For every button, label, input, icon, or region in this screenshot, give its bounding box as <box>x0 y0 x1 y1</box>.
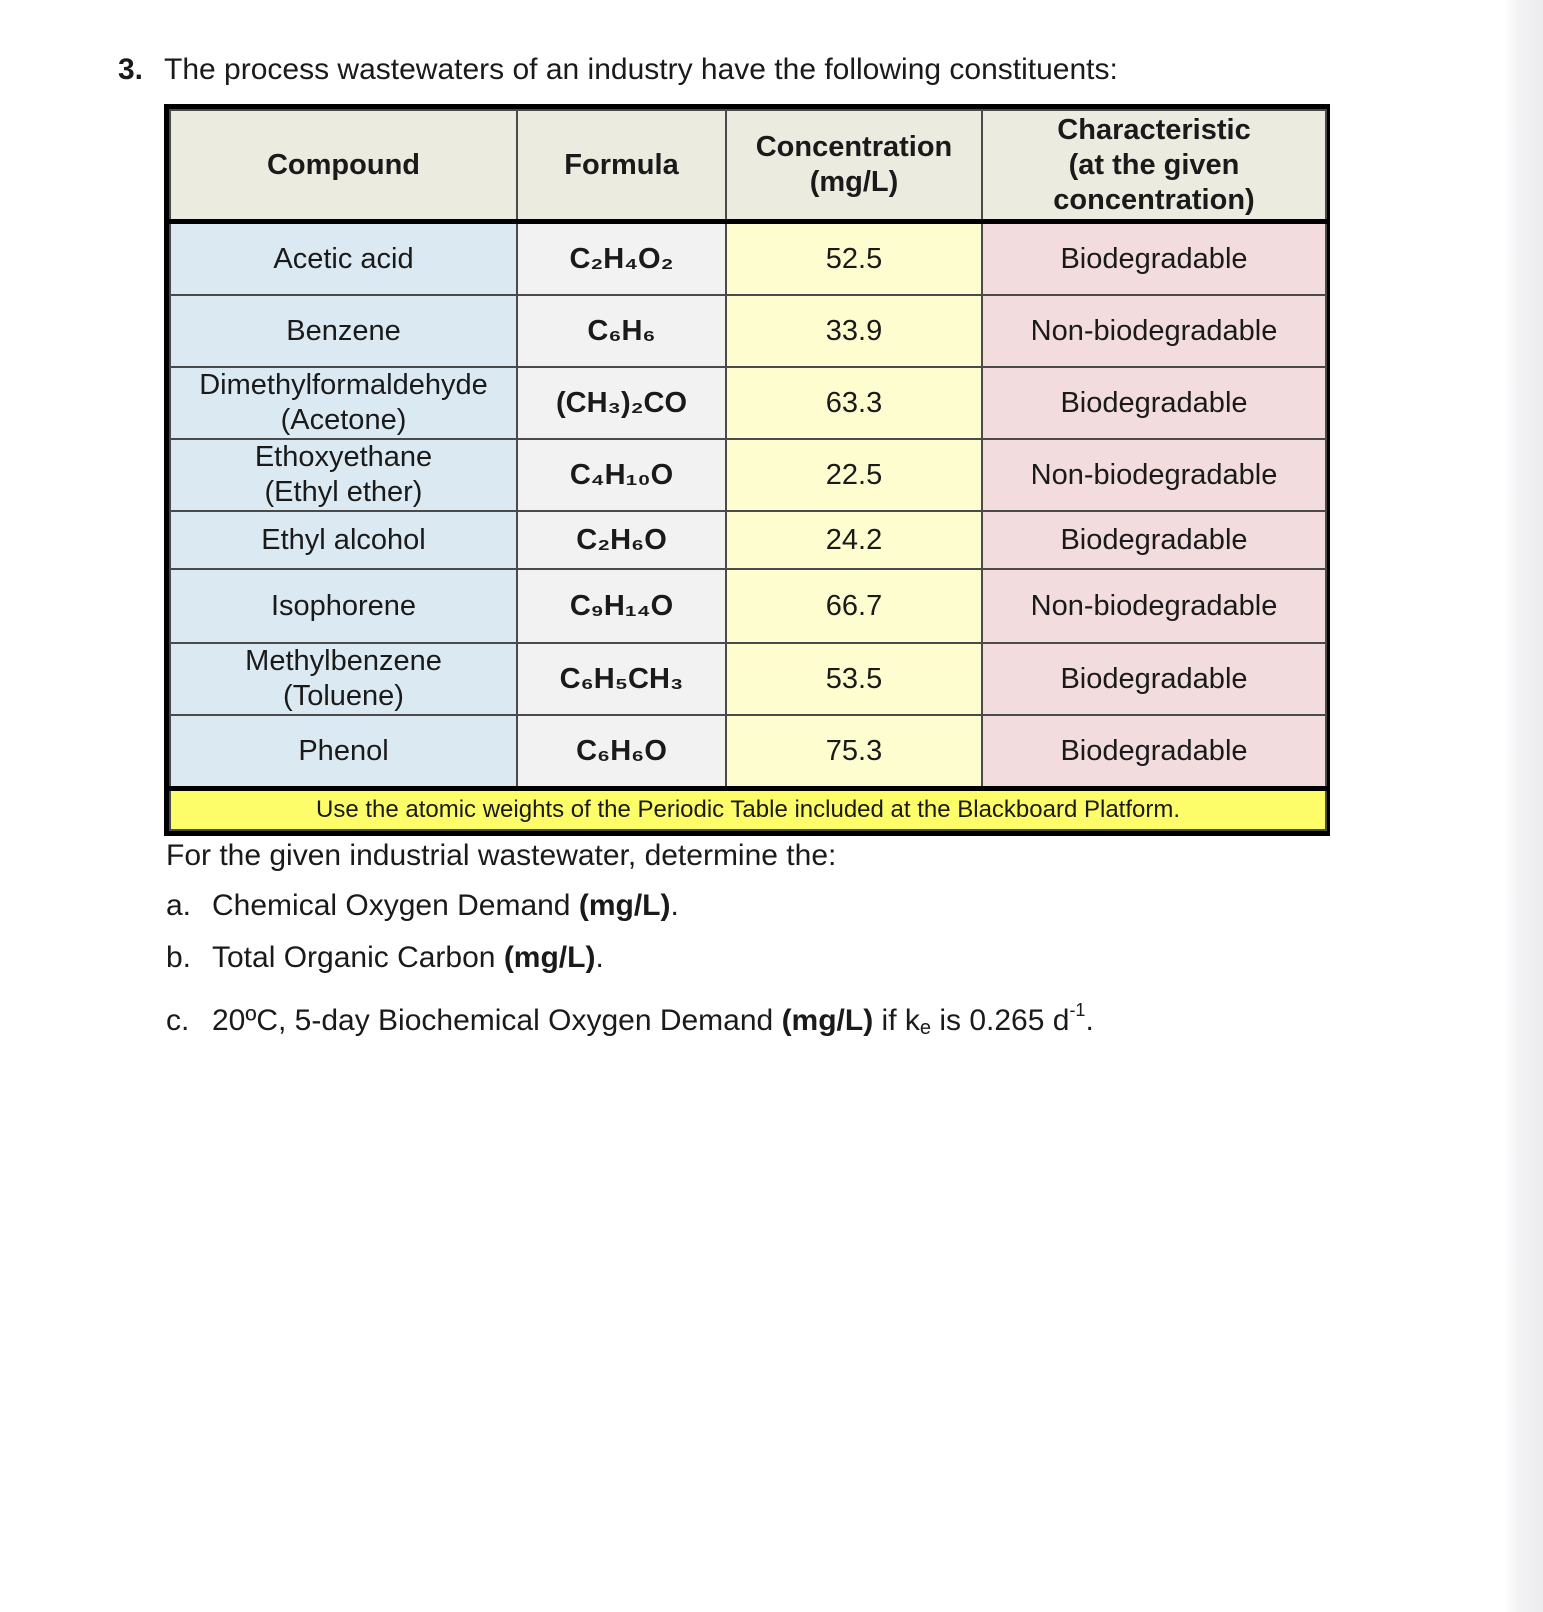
compound-cell: Phenol <box>170 715 517 789</box>
table-row <box>170 511 1326 569</box>
table-row <box>170 367 1326 439</box>
compound-cell: Benzene <box>170 295 517 367</box>
table-row <box>170 439 1326 511</box>
table-row <box>170 569 1326 643</box>
question-number: 3. <box>118 53 144 86</box>
formula-cell: C₂H₆O <box>517 511 726 569</box>
characteristic-cell: Biodegradable <box>982 511 1326 569</box>
compound-cell: Isophorene <box>170 569 517 643</box>
header-formula: Formula <box>517 110 726 222</box>
characteristic-cell: Biodegradable <box>982 643 1326 715</box>
characteristic-cell: Biodegradable <box>982 222 1326 296</box>
concentration-cell: 66.7 <box>726 569 982 643</box>
characteristic-cell: Non-biodegradable <box>982 569 1326 643</box>
table-footnote: Use the atomic weights of the Periodic Table included at the Blackboard Platform. <box>170 789 1326 831</box>
concentration-cell: 52.5 <box>726 222 982 296</box>
concentration-cell: 63.3 <box>726 367 982 439</box>
page-edge-shade <box>1505 0 1543 1612</box>
formula-cell: C₆H₆ <box>517 295 726 367</box>
compound-cell: Ethoxyethane (Ethyl ether) <box>170 439 517 511</box>
compound-cell: Methylbenzene (Toluene) <box>170 643 517 715</box>
item-b: b. Total Organic Carbon (mg/L). <box>166 941 604 974</box>
item-c: c. 20ºC, 5-day Biochemical Oxygen Demand (mg/L) if $k_e$ is 0.265 $d^{-1}$. <box>166 1000 1094 1039</box>
concentration-cell: 53.5 <box>726 643 982 715</box>
concentration-cell: 33.9 <box>726 295 982 367</box>
table-footer-row <box>170 789 1326 831</box>
header-characteristic: Characteristic (at the given concentration) <box>982 110 1326 222</box>
question-text: The process wastewaters of an industry have the following constituents: <box>164 53 1118 86</box>
characteristic-cell: Non-biodegradable <box>982 295 1326 367</box>
formula-cell: (CH₃)₂CO <box>517 367 726 439</box>
table-row <box>170 295 1326 367</box>
table-row <box>170 222 1326 296</box>
header-concentration: Concentration (mg/L) <box>726 110 982 222</box>
formula-cell: C₂H₄O₂ <box>517 222 726 296</box>
header-compound: Compound <box>170 110 517 222</box>
characteristic-cell: Non-biodegradable <box>982 439 1326 511</box>
constituents-table <box>164 104 1330 836</box>
formula-cell: C₆H₆O <box>517 715 726 789</box>
item-a: a. Chemical Oxygen Demand (mg/L). <box>166 889 679 922</box>
concentration-cell: 24.2 <box>726 511 982 569</box>
characteristic-cell: Biodegradable <box>982 367 1326 439</box>
formula-cell: C₉H₁₄O <box>517 569 726 643</box>
table-row <box>170 643 1326 715</box>
compound-cell: Acetic acid <box>170 222 517 296</box>
concentration-cell: 22.5 <box>726 439 982 511</box>
compound-cell: Ethyl alcohol <box>170 511 517 569</box>
prompt-text: For the given industrial wastewater, determine the: <box>166 839 837 872</box>
formula-cell: C₆H₅CH₃ <box>517 643 726 715</box>
formula-cell: C₄H₁₀O <box>517 439 726 511</box>
characteristic-cell: Biodegradable <box>982 715 1326 789</box>
table-row <box>170 715 1326 789</box>
question-heading <box>118 50 1118 90</box>
compound-cell: Dimethylformaldehyde (Acetone) <box>170 367 517 439</box>
concentration-cell: 75.3 <box>726 715 982 789</box>
